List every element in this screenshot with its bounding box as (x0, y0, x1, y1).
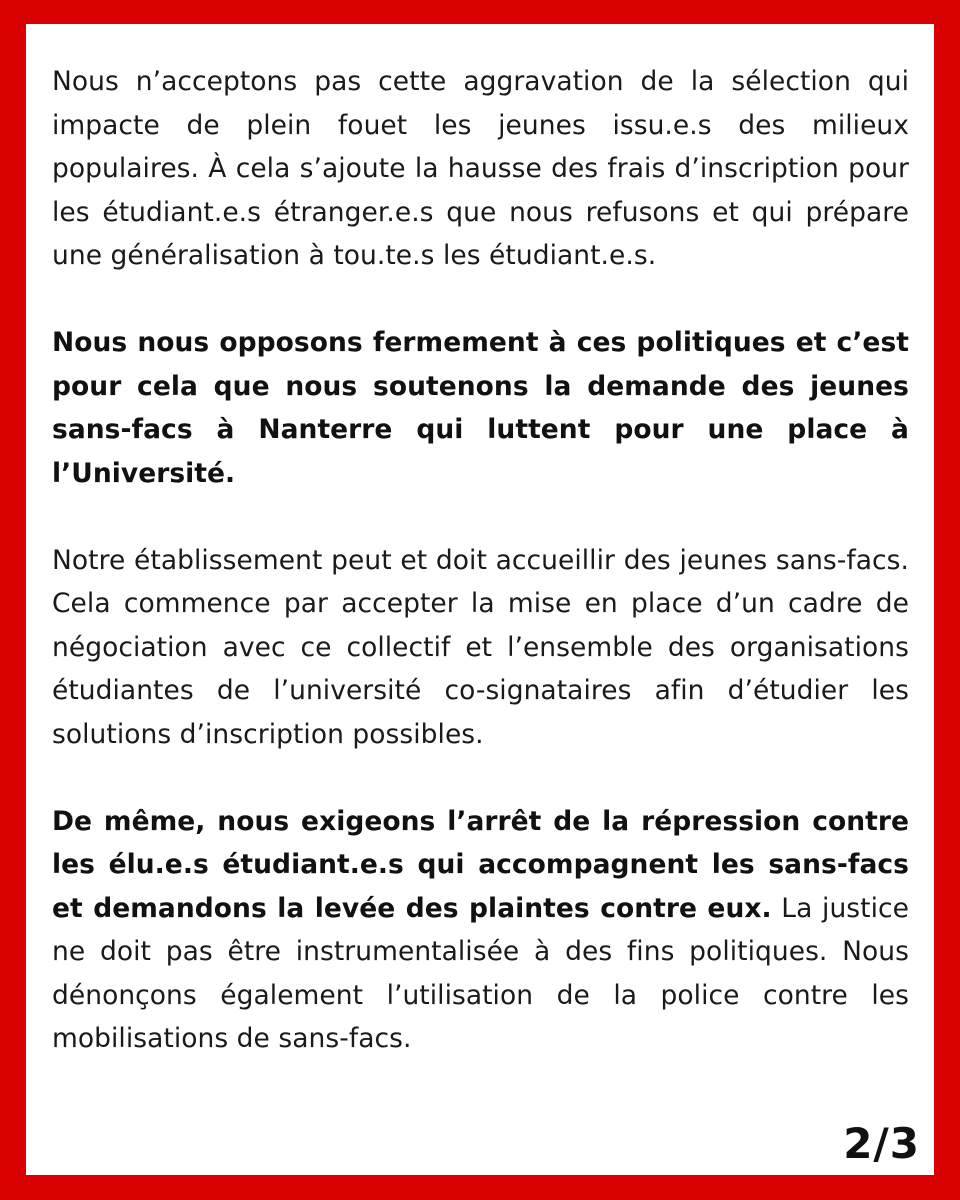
page-indicator: 2/3 (843, 1119, 920, 1168)
paragraph-opposition: Nous nous opposons fermement à ces politiques et c’est pour cela que nous soutenons la demande des jeunes sans-facs à Nanterre qui luttent pour une place à l’Université. (52, 327, 909, 489)
statement-body (52, 60, 909, 1104)
paragraph-establishment: Notre établissement peut et doit accueillir des jeunes sans-facs. Cela commence par accepter la mise en place d’un cadre de négociation avec ce collectif et l’ensemble des organisations étudiantes de l’université co-signataires afin d’étudier les solutions d’inscription possibles. (52, 544, 909, 750)
paragraph-selection: Nous n’acceptons pas cette aggravation de la sélection qui impacte de plein fouet les jeunes issu.e.s des milieux populaires. À cela s’ajoute la hausse des frais d’inscription pour les étudiant.e.s étranger.e.s que nous refusons et qui prépare une généralisation à tou.te.s les étudiant.e.s. (52, 66, 909, 271)
paragraph-repression (52, 800, 909, 1061)
repression-demand: De même, nous exigeons l’arrêt de la répression contre les élu.e.s étudiant.e.s qui accompagnent les sans-facs et demandons la levée des plaintes contre eux. (52, 805, 909, 924)
repression-justice: La justice ne doit pas être instrumentalisée à des fins politiques. Nous dénonçons également l’utilisation de la police contre les mobilisations de sans-facs. (52, 892, 909, 1054)
